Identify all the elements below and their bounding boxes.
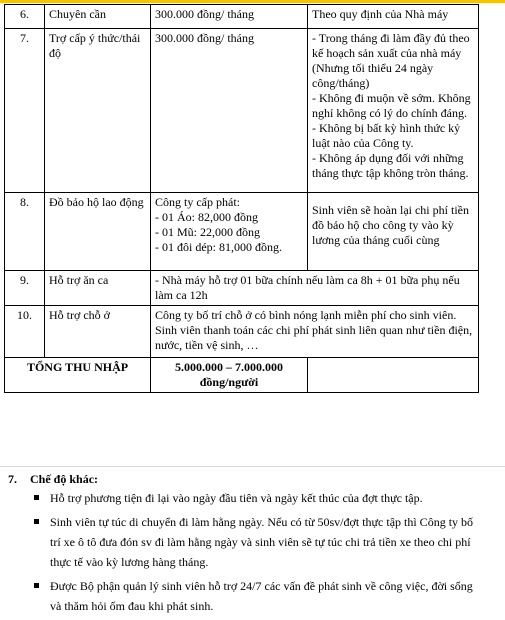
total-row [5,358,479,393]
total-value-line: 5.000.000 – 7.000.000 [175,360,283,374]
note-line: đồ bảo hộ cho công ty vào kỳ [312,218,454,232]
top-highlight-bar [0,0,505,3]
table-row [5,5,479,29]
note-line: tháng thực tập không tròn tháng. [312,166,469,180]
note-line: lương của tháng cuối cùng [312,233,440,247]
note-line: - Không bị bất kỳ hình thức kỷ [312,121,461,135]
row-item: Trợ cấp ý thức/thái độ [45,29,151,193]
bullet-line: Được Bộ phận quản lý sinh viên hỗ trợ 24/7 các vấn đề phát sinh về công việc, đời sống [50,579,473,593]
row-item: Đồ bảo hộ lao động [45,193,151,271]
list-item [30,576,480,616]
row-item: Hỗ trợ chỗ ở [45,306,151,358]
row-number: 10. [5,306,45,358]
note-line: - Không đi muộn về sớm. Không [312,91,471,105]
total-label: TỔNG THU NHẬP [5,358,151,393]
row-item: Chuyên cần [45,5,151,29]
row-merged-note [151,306,479,358]
benefits-table [4,4,479,393]
other-benefits-list [30,488,480,620]
bullet-line: Sinh viên tự túc di chuyển đi làm hằng ngày. Nếu có từ 50sv/đợt thực tập thì Công ty bố [50,515,474,529]
note-line: công/tháng) [312,76,370,90]
total-value [151,358,308,393]
section-number: 7. [8,472,17,486]
row-amount [151,5,308,29]
amount-line: - 01 Áo: 82,000 đồng [155,210,258,224]
row-note [308,5,479,29]
section-title: Chế độ khác: [30,472,99,486]
row-number: 6. [5,5,45,29]
note-line: nước, tiền vệ sinh, … [155,338,259,352]
note-line: làm ca 12h [155,288,208,302]
table-row [5,193,479,271]
row-amount [151,29,308,193]
bullet-line: thực tế vào kỳ lương hàng tháng. [50,555,209,569]
total-empty-cell [308,358,479,393]
square-bullet-icon [34,519,39,524]
amount-line: - 01 đôi dép: 81,000 đồng. [155,240,282,254]
row-number: 7. [5,29,45,193]
table-row [5,29,479,193]
amount-line: Công ty cấp phát: [155,195,240,209]
row-number: 8. [5,193,45,271]
total-value-line: đồng/người [199,375,259,389]
note-line: - Trong tháng đi làm đầy đủ theo [312,31,470,45]
section-divider [0,466,505,467]
note-line: Theo quy định của Nhà máy [312,7,449,21]
amount-line: 300.000 đồng/ tháng [155,31,254,45]
note-line: - Không áp dụng đối với những [312,151,464,165]
row-number: 9. [5,271,45,306]
note-line: (Nhưng tối thiểu 24 ngày [312,61,434,75]
note-line: Sinh viên sẽ hoàn lại chi phí tiền [312,203,469,217]
note-line: kế hoạch sản xuất của nhà máy [312,46,462,60]
row-amount [151,193,308,271]
square-bullet-icon [34,495,39,500]
amount-line: 300.000 đồng/ tháng [155,7,254,21]
amount-line: - 01 Mũ: 22,000 đồng [155,225,260,239]
note-line: Sinh viên thanh toán các chi phí phát sinh liên quan như tiền điện, [155,323,473,337]
note-line: - Nhà máy hỗ trợ 01 bữa chính nếu làm ca 8h + 01 bữa phụ nếu [155,273,460,287]
note-line: Công ty bố trí chỗ ở có bình nóng lạnh miễn phí cho sinh viên. [155,308,457,322]
note-line: luật nào của Công ty. [312,136,414,150]
bullet-line: và thăm hỏi ốm đau khi phát sinh. [50,599,214,613]
bullet-line: Hỗ trợ phương tiện đi lại vào ngày đầu tiên và ngày kết thúc của đợt thực tập. [50,491,423,505]
square-bullet-icon [34,583,39,588]
row-item: Hỗ trợ ăn ca [45,271,151,306]
list-item [30,488,480,508]
list-item [30,512,480,572]
row-note [308,193,479,271]
row-merged-note [151,271,479,306]
note-line: nghỉ không có lý do chính đáng. [312,106,467,120]
section-heading [8,472,98,487]
table-row [5,306,479,358]
table-row [5,271,479,306]
row-note [308,29,479,193]
bullet-line: trí xe ô tô đưa đón sv đi làm hằng ngày và sinh viên sẽ tự túc chi trả tiền xe theo chi phí [50,535,471,549]
